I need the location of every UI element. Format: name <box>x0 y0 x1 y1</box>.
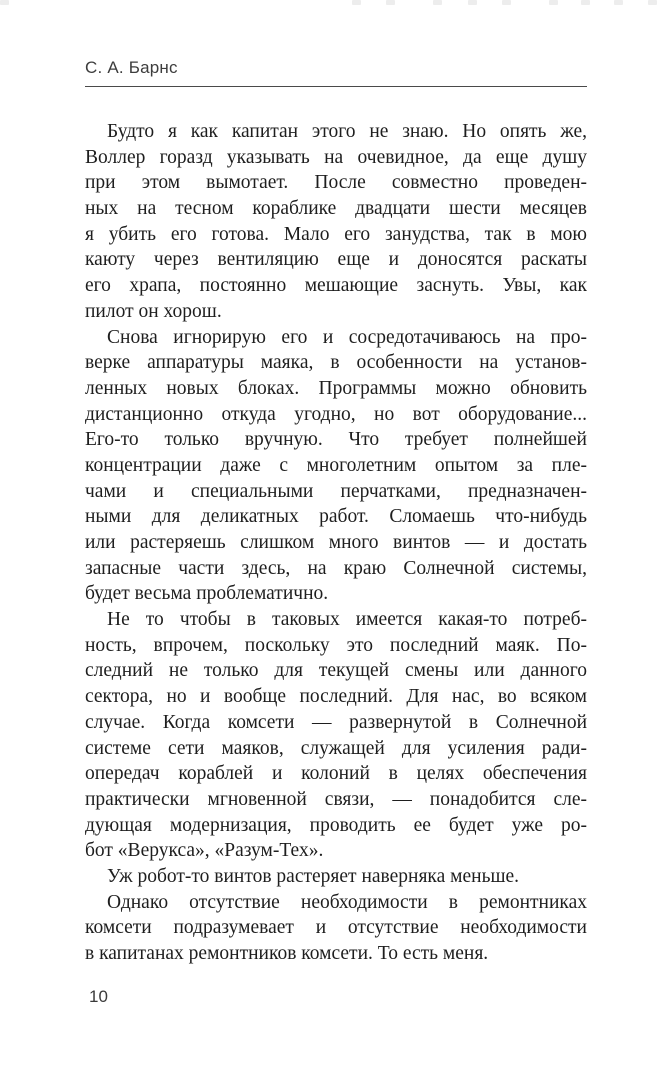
text-line: будет весьма проблематично. <box>85 583 329 605</box>
page-number: 10 <box>89 987 108 1006</box>
edge-sliver <box>614 0 623 5</box>
text-line: Уж робот-то винтов растеряет наверняка меньше. <box>107 865 520 887</box>
text-line: ленных новых блоках. Программы можно обновить <box>85 377 587 399</box>
text-line: чами и специальными перчатками, предназначен- <box>85 480 587 502</box>
text-line: дующая модернизация, проводить ее будет уже ро- <box>85 814 587 836</box>
paragraph <box>85 607 587 864</box>
text-line: Будто я как капитан этого не знаю. Но опять же, <box>107 121 587 142</box>
edge-sliver <box>0 0 9 5</box>
text-line: Не то чтобы в таковых имеется какая-то потреб- <box>107 609 587 631</box>
text-line: Его-то только вручную. Что требует полнейшей <box>85 429 587 451</box>
text-line: бот «Верукса», «Разум-Тех». <box>85 840 324 862</box>
paragraph <box>85 119 587 325</box>
text-line: ность, впрочем, поскольку это последний маяк. По- <box>85 634 587 656</box>
text-line: в капитанах ремонтников комсети. То есть меня. <box>85 943 489 964</box>
text-line: ных на тесном кораблике двадцати шести месяцев <box>85 198 587 220</box>
page-footer <box>89 987 108 1007</box>
text-line: запасные части здесь, на краю Солнечной системы, <box>85 557 587 579</box>
text-line: Воллер горазд указывать на очевидное, да еще душу <box>85 146 587 168</box>
text-line: Однако отсутствие необходимости в ремонтниках <box>107 891 587 913</box>
text-line: ными для деликатных работ. Сломаешь что-нибудь <box>85 506 587 528</box>
text-line: сектора, но и вообще последний. Для нас, во всяком <box>85 686 587 708</box>
text-line: практически мгновенной связи, — понадобится сле- <box>85 788 587 810</box>
paragraph <box>85 325 587 608</box>
text-line: следний не только для текущей смены или данного <box>85 660 587 682</box>
text-line: при этом вымотает. После совместно проведен- <box>85 172 587 194</box>
text-line: концентрации даже с многолетним опытом за пле- <box>85 454 587 476</box>
text-line: дистанционно откуда угодно, но вот оборудование... <box>85 403 587 425</box>
text-line: комсети подразумевает и отсутствие необходимости <box>85 917 587 939</box>
text-line: Снова игнорирую его и сосредотачиваюсь на про- <box>107 326 587 348</box>
edge-sliver <box>648 0 657 5</box>
paragraph <box>85 864 587 890</box>
paragraph <box>85 890 587 967</box>
text-line: системе сети маяков, служащей для усиления ради- <box>85 737 587 759</box>
text-line: верке аппаратуры маяка, в особенности на установ- <box>85 352 587 374</box>
text-line: случае. Когда комсети — развернутой в Солнечной <box>85 711 587 733</box>
text-line: его храпа, постоянно мешающие заснуть. Увы, как <box>85 275 587 297</box>
text-line: или растеряешь слишком много винтов — и достать <box>85 532 587 553</box>
text-line: каюту через вентиляцию еще и доносятся раскаты <box>85 249 587 271</box>
text-line: опередач кораблей и колоний в целях обеспечения <box>85 763 587 785</box>
text-line: я убить его готова. Мало его занудства, так в мою <box>85 223 587 245</box>
text-line: пилот он хорош. <box>85 300 222 322</box>
author-name: С. А. Барнс <box>85 58 178 77</box>
body-text <box>85 119 587 967</box>
running-header <box>85 57 587 87</box>
